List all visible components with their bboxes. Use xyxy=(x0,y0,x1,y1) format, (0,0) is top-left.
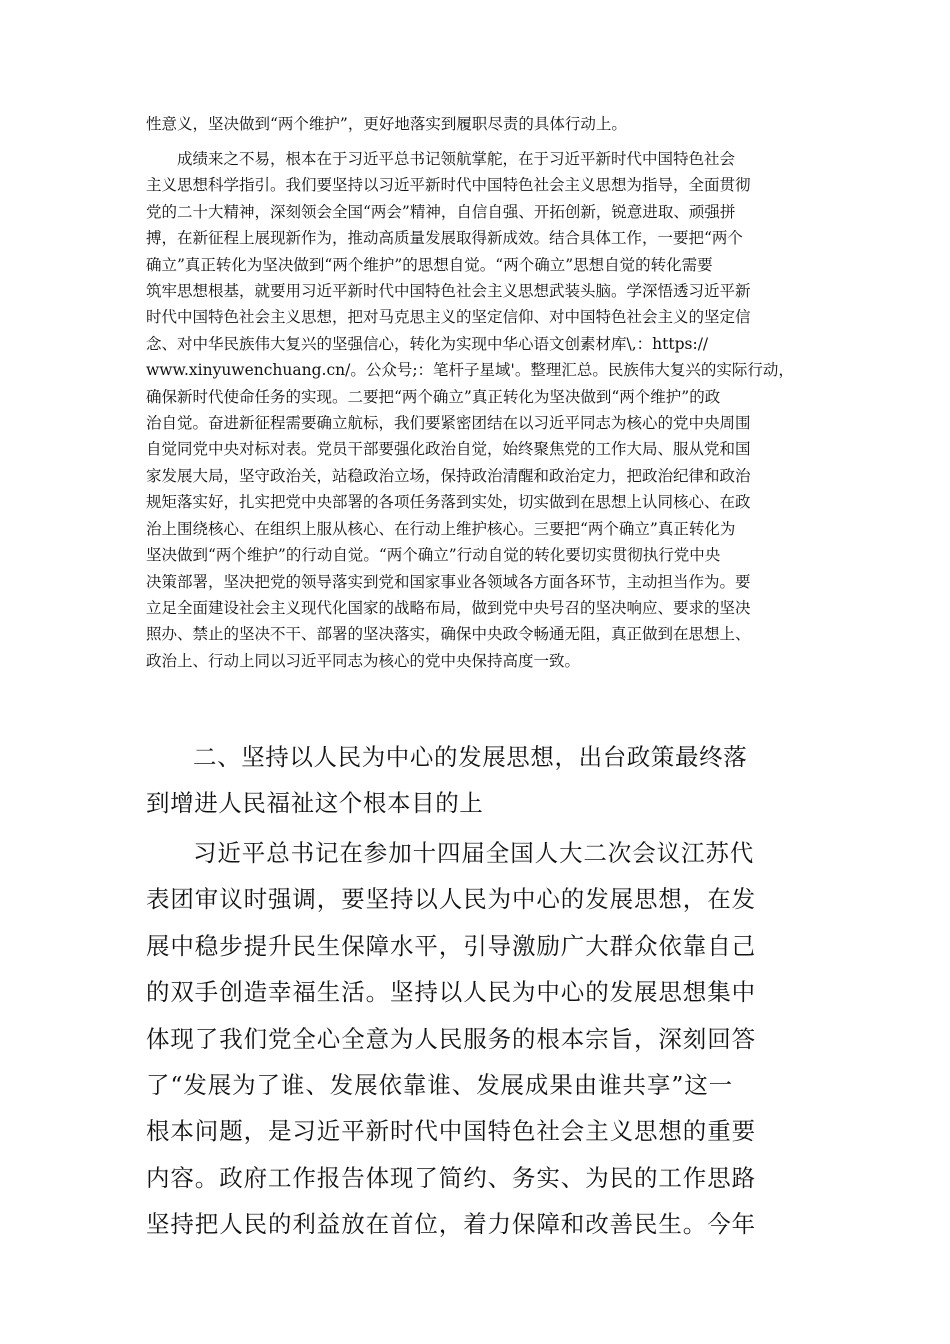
text-line: 筑牢思想根基，就要用习近平新时代中国特色社会主义思想武装头脑。学深悟透习近平新 xyxy=(146,282,751,301)
text-line: 成绩来之不易，根本在于习近平总书记领航掌舵，在于习近平新时代中国特色社会 xyxy=(146,150,736,168)
text-line: 确保新时代使命任务的实现。二要把“两个确立”真正转化为坚决做到“两个维护”的政 xyxy=(146,387,721,406)
text-line: 搏，在新征程上展现新作为，推动高质量发展取得新成效。结合具体工作，一要把“两个 xyxy=(146,229,743,248)
paragraph-tail: 性意义，坚决做到“两个维护”，更好地落实到履职尽责的具体行动上。 xyxy=(146,115,627,133)
text-line: 坚持把人民的利益放在首位，着力保障和改善民生。今年 xyxy=(146,1210,756,1239)
text-line: 了“发展为了谁、发展依靠谁、发展成果由谁共享”这一 xyxy=(146,1071,734,1100)
text-line: 照办、禁止的坚决不干、部署的坚决落实，确保中央政令畅通无阻，真正做到在思想上、 xyxy=(146,625,751,644)
text-line: 的双手创造幸福生活。坚持以人民为中心的发展思想集中 xyxy=(146,978,756,1007)
text-line: 念、对中华民族伟大复兴的坚强信心，转化为实现中华心语文创素材库\,：https:// xyxy=(146,334,709,353)
text-line: 家发展大局，坚守政治关，站稳政治立场，保持政治清醒和政治定力，把政治纪律和政治 xyxy=(146,466,751,485)
text-line: 决策部署，坚决把党的领导落实到党和国家事业各领域各方面各环节，主动担当作为。要 xyxy=(146,572,751,591)
text-line: www.xinyuwenchuang.cn/。公众号;：笔杆子星域'。整理汇总。民族伟大复兴的实际行动， xyxy=(146,361,794,380)
text-line: 治自觉。奋进新征程需要确立航标，我们要紧密团结在以习近平同志为核心的党中央周围 xyxy=(146,414,751,433)
heading-line: 二、坚持以人民为中心的发展思想，出台政策最终落 xyxy=(193,743,748,771)
text-line: 政治上、行动上同以习近平同志为核心的党中央保持高度一致。 xyxy=(146,651,581,670)
text-line: 表团审议时强调，要坚持以人民为中心的发展思想，在发 xyxy=(146,885,756,914)
text-line: 主义思想科学指引。我们要坚持以习近平新时代中国特色社会主义思想为指导，全面贯彻 xyxy=(146,176,751,195)
text-line: 内容。政府工作报告体现了简约、务实、为民的工作思路 xyxy=(146,1163,756,1192)
text-line: 自觉同党中央对标对表。党员干部要强化政治自觉，始终聚焦党的工作大局、服从党和国 xyxy=(146,440,751,459)
paragraph-people-centered xyxy=(146,830,810,1248)
text-line: 展中稳步提升民生保障水平，引导激励广大群众依靠自己 xyxy=(146,931,756,960)
text-line: 习近平总书记在参加十四届全国人大二次会议江苏代 xyxy=(193,839,755,867)
text-line: 治上围绕核心、在组织上服从核心、在行动上维护核心。三要把“两个确立”真正转化为 xyxy=(146,519,736,538)
text-line: 确立”真正转化为坚决做到“两个维护”的思想自觉。“两个确立”思想自觉的转化需要 xyxy=(146,255,713,274)
section-heading xyxy=(146,734,810,826)
text-line: 立足全面建设社会主义现代化国家的战略布局，做到党中央号召的坚决响应、要求的坚决 xyxy=(146,598,751,617)
text-line: 坚决做到“两个维护”的行动自觉。“两个确立”行动自觉的转化要切实贯彻执行党中央 xyxy=(146,546,721,565)
text-line: 根本问题，是习近平新时代中国特色社会主义思想的重要 xyxy=(146,1117,756,1146)
paragraph-achievements xyxy=(146,146,810,674)
text-line: 时代中国特色社会主义思想，把对马克思主义的坚定信仰、对中国特色社会主义的坚定信 xyxy=(146,308,751,327)
text-line: 党的二十大精神，深刻领会全国“两会”精神，自信自强、开拓创新，锐意进取、顽强拼 xyxy=(146,202,736,221)
heading-line: 到增进人民福祉这个根本目的上 xyxy=(146,789,484,817)
text-line: 体现了我们党全心全意为人民服务的根本宗旨，深刻回答 xyxy=(146,1024,756,1053)
text-line: 规矩落实好，扎实把党中央部署的各项任务落到实处，切实做到在思想上认同核心、在政 xyxy=(146,493,751,512)
